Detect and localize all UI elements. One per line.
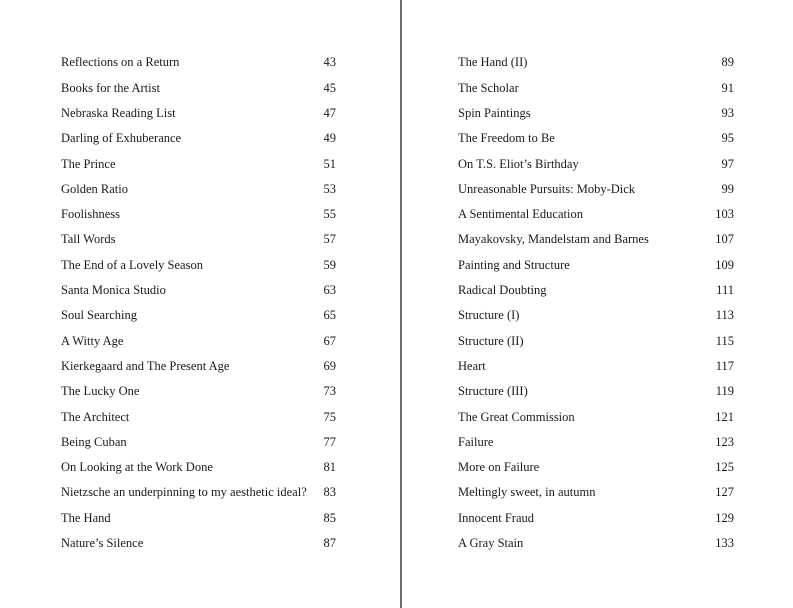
- toc-entry-title: The Architect: [61, 409, 130, 424]
- toc-entry-page-number: 47: [323, 105, 336, 120]
- toc-entry: [458, 101, 734, 126]
- toc-entry-page-number: 109: [715, 257, 734, 272]
- toc-entry: [61, 278, 336, 303]
- toc-entry-page-number: 67: [323, 333, 336, 348]
- toc-entry-title: Nature’s Silence: [61, 536, 144, 551]
- toc-entry-page-number: 119: [715, 384, 734, 399]
- toc-entry: [61, 354, 336, 379]
- toc-entry-title: Darling of Exhuberance: [61, 131, 182, 146]
- toc-entry-title: Mayakovsky, Mandelstam and Barnes: [458, 232, 649, 247]
- toc-entry-page-number: 81: [323, 460, 336, 475]
- toc-entry: [61, 126, 336, 151]
- toc-entry-title: Structure (I): [458, 308, 520, 323]
- toc-entry-title: Spin Paintings: [458, 105, 531, 120]
- toc-entry-page-number: 129: [715, 510, 734, 525]
- toc-entry-title: Structure (II): [458, 333, 524, 348]
- toc-entry-page-number: 133: [715, 536, 734, 551]
- toc-entry: [61, 227, 336, 252]
- toc-entry-title: The End of a Lovely Season: [61, 257, 203, 272]
- toc-entry-page-number: 65: [323, 308, 336, 323]
- toc-entry-title: The Lucky One: [61, 384, 140, 399]
- toc-entry-title: Tall Words: [61, 232, 116, 247]
- toc-entry-page-number: 107: [715, 232, 734, 247]
- toc-entry-page-number: 111: [716, 283, 734, 298]
- toc-entry-title: Foolishness: [61, 207, 121, 222]
- toc-entry-title: The Freedom to Be: [458, 131, 555, 146]
- toc-entry: [61, 429, 336, 454]
- toc-entry-page-number: 115: [715, 333, 734, 348]
- toc-entry-title: On T.S. Eliot’s Birthday: [458, 156, 579, 171]
- toc-entry-page-number: 55: [323, 207, 336, 222]
- toc-entry-page-number: 89: [721, 55, 734, 70]
- toc-entry: [61, 252, 336, 277]
- toc-entry-title: Golden Ratio: [61, 181, 129, 196]
- toc-entry-title: Nietzsche an underpinning to my aesthetic ideal?: [61, 485, 307, 500]
- toc-entry-page-number: 87: [323, 536, 336, 551]
- toc-entry-page-number: 49: [323, 131, 336, 146]
- toc-entry-page-number: 99: [721, 181, 734, 196]
- toc-entry: [61, 202, 336, 227]
- toc-entry-page-number: 75: [323, 409, 336, 424]
- toc-entry-page-number: 117: [715, 358, 734, 373]
- toc-entry-page-number: 53: [323, 181, 336, 196]
- toc-entry-page-number: 45: [323, 80, 336, 95]
- toc-entry: [61, 75, 336, 100]
- toc-entry: [61, 328, 336, 353]
- toc-entry: [458, 303, 734, 328]
- toc-list-right: [458, 50, 734, 556]
- toc-entry-page-number: 69: [323, 358, 336, 373]
- toc-entry-page-number: 121: [715, 409, 734, 424]
- toc-entry-page-number: 85: [323, 510, 336, 525]
- toc-entry-title: Nebraska Reading List: [61, 105, 176, 120]
- toc-entry-title: Innocent Fraud: [458, 510, 535, 525]
- toc-entry: [61, 531, 336, 556]
- toc-entry-title: Structure (III): [458, 384, 528, 399]
- toc-entry-title: Radical Doubting: [458, 283, 547, 298]
- toc-entry: [61, 176, 336, 201]
- toc-entry: [61, 404, 336, 429]
- toc-entry: [458, 227, 734, 252]
- toc-entry: [458, 202, 734, 227]
- toc-entry: [61, 455, 336, 480]
- toc-entry-page-number: 93: [721, 105, 734, 120]
- toc-entry-page-number: 103: [715, 207, 734, 222]
- toc-entry-title: Soul Searching: [61, 308, 138, 323]
- toc-entry-title: Santa Monica Studio: [61, 283, 166, 298]
- toc-entry: [458, 429, 734, 454]
- toc-entry: [61, 303, 336, 328]
- toc-entry: [61, 151, 336, 176]
- toc-entry-page-number: 77: [323, 434, 336, 449]
- toc-entry: [458, 404, 734, 429]
- toc-entry-title: A Witty Age: [61, 333, 124, 348]
- toc-entry: [458, 505, 734, 530]
- toc-entry-page-number: 95: [721, 131, 734, 146]
- toc-entry: [458, 151, 734, 176]
- toc-entry: [61, 379, 336, 404]
- toc-entry-title: A Gray Stain: [458, 536, 524, 551]
- toc-entry-title: The Scholar: [458, 80, 519, 95]
- toc-entry-title: More on Failure: [458, 460, 540, 475]
- toc-entry-page-number: 73: [323, 384, 336, 399]
- toc-entry: [61, 505, 336, 530]
- toc-entry-title: Unreasonable Pursuits: Moby-Dick: [458, 181, 636, 196]
- toc-entry-title: A Sentimental Education: [458, 207, 583, 222]
- toc-list-left: [61, 50, 336, 556]
- toc-entry-title: Meltingly sweet, in autumn: [458, 485, 596, 500]
- toc-entry: [458, 252, 734, 277]
- toc-entry: [458, 455, 734, 480]
- toc-entry: [458, 278, 734, 303]
- toc-entry-page-number: 59: [323, 257, 336, 272]
- toc-entry-page-number: 57: [323, 232, 336, 247]
- toc-entry-title: Books for the Artist: [61, 80, 160, 95]
- toc-entry: [61, 50, 336, 75]
- toc-entry-page-number: 125: [715, 460, 734, 475]
- toc-entry-page-number: 63: [323, 283, 336, 298]
- toc-entry: [458, 480, 734, 505]
- toc-entry-title: On Looking at the Work Done: [61, 460, 213, 475]
- toc-entry: [458, 531, 734, 556]
- toc-entry-title: Painting and Structure: [458, 257, 570, 272]
- toc-entry: [458, 379, 734, 404]
- toc-entry: [458, 50, 734, 75]
- toc-entry: [61, 101, 336, 126]
- toc-entry-title: Kierkegaard and The Present Age: [61, 358, 230, 373]
- right-page: [402, 0, 793, 608]
- toc-entry: [458, 354, 734, 379]
- toc-entry-page-number: 91: [721, 80, 734, 95]
- toc-entry-page-number: 51: [323, 156, 336, 171]
- toc-entry-title: Failure: [458, 434, 494, 449]
- toc-entry-title: The Hand (II): [458, 55, 528, 70]
- toc-entry-title: Being Cuban: [61, 434, 127, 449]
- toc-entry-title: The Hand: [61, 510, 111, 525]
- toc-entry: [61, 480, 336, 505]
- toc-entry-page-number: 123: [715, 434, 734, 449]
- toc-entry-page-number: 43: [323, 55, 336, 70]
- toc-entry-page-number: 83: [323, 485, 336, 500]
- toc-entry: [458, 328, 734, 353]
- toc-entry-title: Heart: [458, 358, 486, 373]
- toc-entry-page-number: 127: [715, 485, 734, 500]
- toc-entry-title: Reflections on a Return: [61, 55, 180, 70]
- toc-entry-page-number: 113: [715, 308, 734, 323]
- toc-entry-title: The Great Commission: [458, 409, 575, 424]
- toc-entry: [458, 75, 734, 100]
- toc-entry-title: The Prince: [61, 156, 116, 171]
- toc-entry: [458, 126, 734, 151]
- toc-entry-page-number: 97: [721, 156, 734, 171]
- toc-entry: [458, 176, 734, 201]
